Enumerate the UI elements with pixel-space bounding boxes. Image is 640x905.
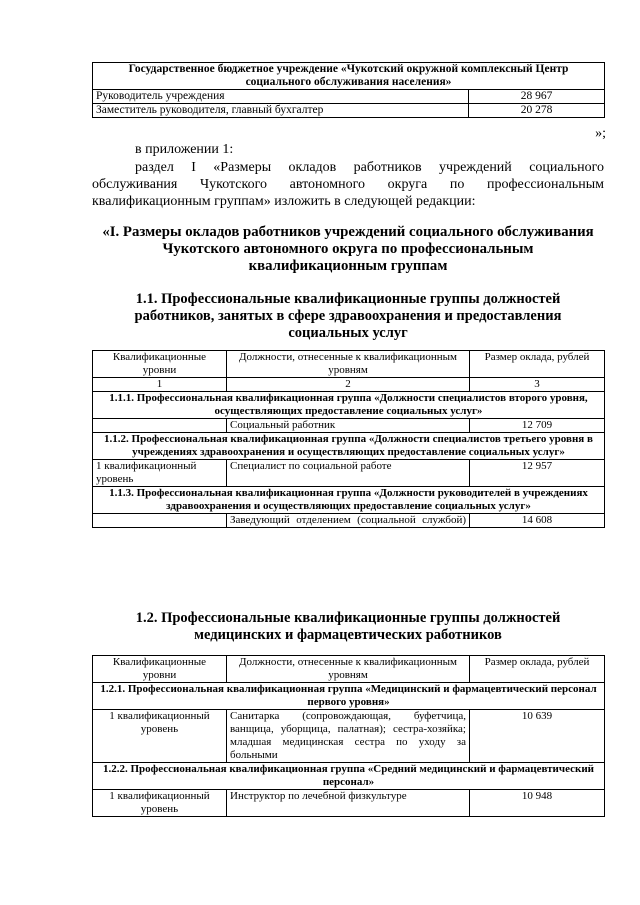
- column-number: 1: [93, 378, 227, 392]
- salary-cell: 28 967: [469, 90, 605, 104]
- position-cell: Руководитель учреждения: [93, 90, 469, 104]
- table-row: [93, 710, 605, 763]
- level-cell: 1 квалификационный уровень: [93, 460, 227, 487]
- level-cell: [93, 419, 227, 433]
- position-cell: Заведующий отделением (социальной службой): [227, 514, 470, 528]
- table-row: [93, 419, 605, 433]
- table-row: [93, 104, 605, 118]
- group-header: 1.1.2. Профессиональная квалификационная группа «Должности специалистов третьего уровня в учреждениях здравоохранения и осуществляющих предоставление социальных услуг»: [93, 433, 605, 460]
- column-number: 3: [470, 378, 605, 392]
- position-cell: Социальный работник: [227, 419, 470, 433]
- table-header-row: [93, 351, 605, 378]
- table-header-row: [93, 656, 605, 683]
- position-cell: Специалист по социальной работе: [227, 460, 470, 487]
- position-cell: Инструктор по лечебной физкультуре: [227, 790, 470, 817]
- table-row: [93, 433, 605, 460]
- salary-table-1-2: [92, 655, 605, 817]
- closing-mark: »;: [595, 126, 606, 141]
- table-row: [93, 683, 605, 710]
- subsection-1-title: 1.1. Профессиональные квалификационные группы должностей работников, занятых в сфере здравоохранения и предоставления социальных услуг: [134, 291, 562, 341]
- position-cell: Санитарка (сопровождающая, буфетчица, ванщица, уборщица, палатная); сестра-хозяйка; младшая медицинская сестра по уходу за больными: [227, 710, 470, 763]
- level-cell: 1 квалификационный уровень: [93, 790, 227, 817]
- paragraph-section-edit: раздел I «Размеры окладов работников учреждений социального обслуживания Чукотского автономного округа по профессиональным квалификационным группам» изложить в следующей редакции:: [92, 160, 604, 209]
- column-header: Размер оклада, рублей: [470, 351, 605, 378]
- salary-cell: 12 957: [470, 460, 605, 487]
- group-header: 1.2.1. Профессиональная квалификационная группа «Медицинский и фармацевтический персонал первого уровня»: [93, 683, 605, 710]
- group-header: 1.1.1. Профессиональная квалификационная группа «Должности специалистов второго уровня, осуществляющих предоставление социальных услуг»: [93, 392, 605, 419]
- position-cell: Заместитель руководителя, главный бухгалтер: [93, 104, 469, 118]
- table-row: [93, 392, 605, 419]
- paragraph-appendix: в приложении 1:: [135, 142, 234, 157]
- salary-cell: 12 709: [470, 419, 605, 433]
- top-salary-table: [92, 62, 605, 118]
- salary-table-1-1: [92, 350, 605, 528]
- group-header: 1.2.2. Профессиональная квалификационная группа «Средний медицинский и фармацевтический персонал»: [93, 763, 605, 790]
- salary-cell: 14 608: [470, 514, 605, 528]
- table-row: [93, 790, 605, 817]
- column-header: Квалификационные уровни: [93, 351, 227, 378]
- table-row: [93, 63, 605, 90]
- level-cell: [93, 514, 227, 528]
- section-title: «I. Размеры окладов работников учреждений социального обслуживания Чукотского автономного округа по профессиональным квалификационным группам: [102, 224, 594, 274]
- salary-cell: 10 948: [470, 790, 605, 817]
- level-cell: 1 квалификационный уровень: [93, 710, 227, 763]
- table-row: [93, 90, 605, 104]
- column-header: Должности, отнесенные к квалификационным уровням: [227, 351, 470, 378]
- column-number: 2: [227, 378, 470, 392]
- salary-cell: 20 278: [469, 104, 605, 118]
- table-row: [93, 460, 605, 487]
- column-header: Квалификационные уровни: [93, 656, 227, 683]
- subsection-2-title: 1.2. Профессиональные квалификационные группы должностей медицинских и фармацевтических работников: [135, 610, 561, 643]
- table-row: [93, 763, 605, 790]
- table-number-row: [93, 378, 605, 392]
- salary-cell: 10 639: [470, 710, 605, 763]
- group-header: 1.1.3. Профессиональная квалификационная группа «Должности руководителей в учреждениях здравоохранения и осуществляющих предоставление социальных услуг»: [93, 487, 605, 514]
- table-row: [93, 487, 605, 514]
- table-row: [93, 514, 605, 528]
- column-header: Должности, отнесенные к квалификационным уровням: [227, 656, 470, 683]
- institution-header: Государственное бюджетное учреждение «Чукотский окружной комплексный Центр социального обслуживания населения»: [93, 63, 605, 90]
- column-header: Размер оклада, рублей: [470, 656, 605, 683]
